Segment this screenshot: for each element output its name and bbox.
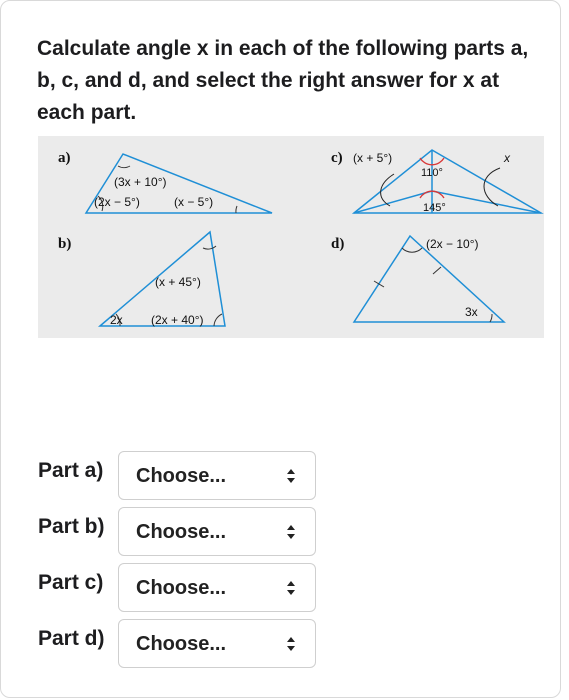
part-b-answer-label: Part b) (38, 515, 105, 538)
triangle-diagrams (38, 136, 544, 338)
question-text: Calculate angle x in each of the following parts a, b, c, and d, and select the right answer for x at each part. (37, 37, 529, 124)
part-d-label: d) (331, 236, 345, 252)
part-b-select-value: Choose... (136, 521, 227, 543)
angle-c-top: 110° (421, 167, 443, 179)
figure-part-a (58, 150, 272, 213)
angle-c-right: x (504, 151, 510, 165)
part-a-select-value: Choose... (136, 465, 227, 487)
part-c-select[interactable] (118, 563, 316, 612)
up-down-chevron-icon (286, 577, 296, 599)
part-c-label: c) (331, 150, 343, 166)
angle-d-top: (2x − 10°) (426, 237, 479, 251)
angle-c-left: (x + 5°) (353, 151, 393, 165)
part-c-answer-label: Part c) (38, 571, 104, 594)
figure-part-b (58, 232, 225, 327)
part-d-select[interactable] (118, 619, 316, 668)
part-b-select[interactable] (118, 507, 316, 556)
angle-b-right: (2x + 40°) (151, 313, 204, 327)
figure-part-d (331, 236, 504, 322)
part-b-label: b) (58, 236, 72, 252)
up-down-chevron-icon (286, 633, 296, 655)
angle-c-bottom: 145° (423, 202, 446, 214)
figure-part-c (331, 150, 541, 214)
up-down-chevron-icon (286, 465, 296, 487)
angle-a-right: (x − 5°) (174, 195, 214, 209)
part-c-select-value: Choose... (136, 577, 227, 599)
part-d-select-value: Choose... (136, 633, 227, 655)
part-a-label: a) (58, 150, 71, 166)
part-a-answer-label: Part a) (38, 459, 104, 482)
part-a-select[interactable] (118, 451, 316, 500)
part-d-answer-label: Part d) (38, 627, 105, 650)
up-down-chevron-icon (286, 521, 296, 543)
geometry-figure (38, 136, 544, 338)
angle-b-left: 2x (110, 313, 123, 327)
angle-d-right: 3x (465, 305, 478, 319)
angle-a-left: (2x − 5°) (94, 195, 140, 209)
angle-b-top: (x + 45°) (155, 275, 201, 289)
angle-a-top: (3x + 10°) (114, 175, 167, 189)
